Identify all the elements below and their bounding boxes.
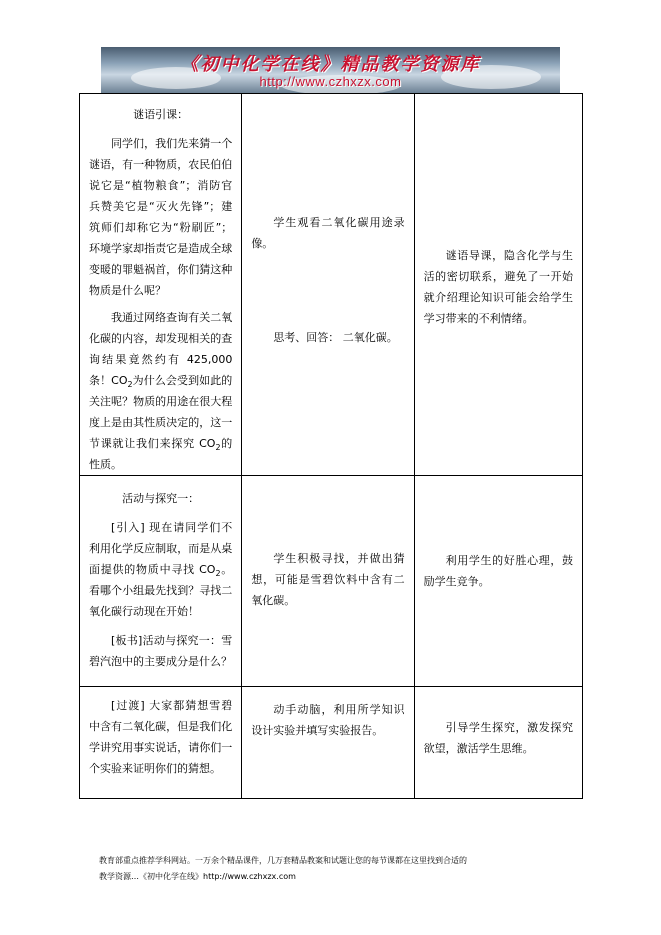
section-heading: 谜语引课： (133, 108, 189, 121)
intent-text: 谜语导课，隐含化学与生活的密切联系，避免了一开始就介绍理论知识可能会给学生学习带来的不利情绪。 (423, 249, 573, 325)
student-activity-cell (242, 687, 414, 799)
student-text: 学生观看二氧化碳用途录像。 (251, 216, 405, 250)
teacher-activity-cell (80, 687, 242, 799)
intro-paragraph: [引入] 现在请同学们不利用化学反应制取，而是从桌面提供的物质中寻找 $CO_2$。看哪个小组最先找到？寻找二氧化碳行动现在开始！ (89, 521, 233, 618)
student-activity-cell (242, 476, 414, 687)
design-intent-cell (414, 476, 582, 687)
intent-text: 引导学生探究，激发探究欲望，激活学生思维。 (423, 721, 573, 755)
table-row (80, 687, 583, 799)
footer-line: 教育部重点推荐学科网站。一万余个精品课件，几万套精品教案和试题让您的每节课都在这里找到合适的 (99, 856, 467, 865)
riddle-paragraph: 同学们，我们先来猜一个谜语，有一种物质，农民伯伯说它是“植物粮食”；消防官兵赞美它是“灭火先锋”；建筑师们却称它为“粉刷匠”；环境学家却指责它是造成全球变暖的罪魁祸首，你们猜这种物质是什么呢？ (89, 137, 233, 297)
table-row (80, 94, 583, 476)
table-row (80, 476, 583, 687)
section-heading: 活动与探究一： (122, 492, 200, 505)
design-intent-cell (414, 687, 582, 799)
banner-url[interactable]: http://www.czhxzx.com (259, 74, 402, 89)
student-text: 动手动脑，利用所学知识设计实验并填写实验报告。 (251, 703, 405, 737)
student-activity-cell (242, 94, 414, 476)
teacher-activity-cell (80, 94, 242, 476)
transition-paragraph: [过渡] 大家都猜想雪碧中含有二氧化碳，但是我们化学讲究用事实说话，请你们一个实验来证明你们的猜想。 (89, 699, 233, 775)
intro-paragraph: 我通过网络查询有关二氧化碳的内容，却发现相关的查询结果竟然约有 425,000 条！$CO_2$为什么会受到如此的关注呢？物质的用途在很大程度上是由其性质决定的，这一节课就让我们来探究 $CO_2$的性质。 (89, 311, 233, 471)
design-intent-cell (414, 94, 582, 476)
banner-title: 《初中化学在线》精品教学资源库 (180, 54, 481, 75)
blackboard-paragraph: [板书]活动与探究一：雪碧汽泡中的主要成分是什么？ (89, 634, 233, 668)
footer-line[interactable]: 教学资源…《初中化学在线》http://www.czhxzx.com (99, 872, 296, 881)
teacher-activity-cell (80, 476, 242, 687)
student-text: 思考、回答： 二氧化碳。 (273, 331, 398, 344)
intent-text: 利用学生的好胜心理，鼓励学生竞争。 (423, 554, 573, 588)
page-footer (99, 853, 569, 885)
lesson-plan-table (79, 93, 583, 799)
student-text: 学生积极寻找，并做出猜想，可能是雪碧饮料中含有二氧化碳。 (251, 552, 405, 607)
header-banner (101, 47, 560, 93)
